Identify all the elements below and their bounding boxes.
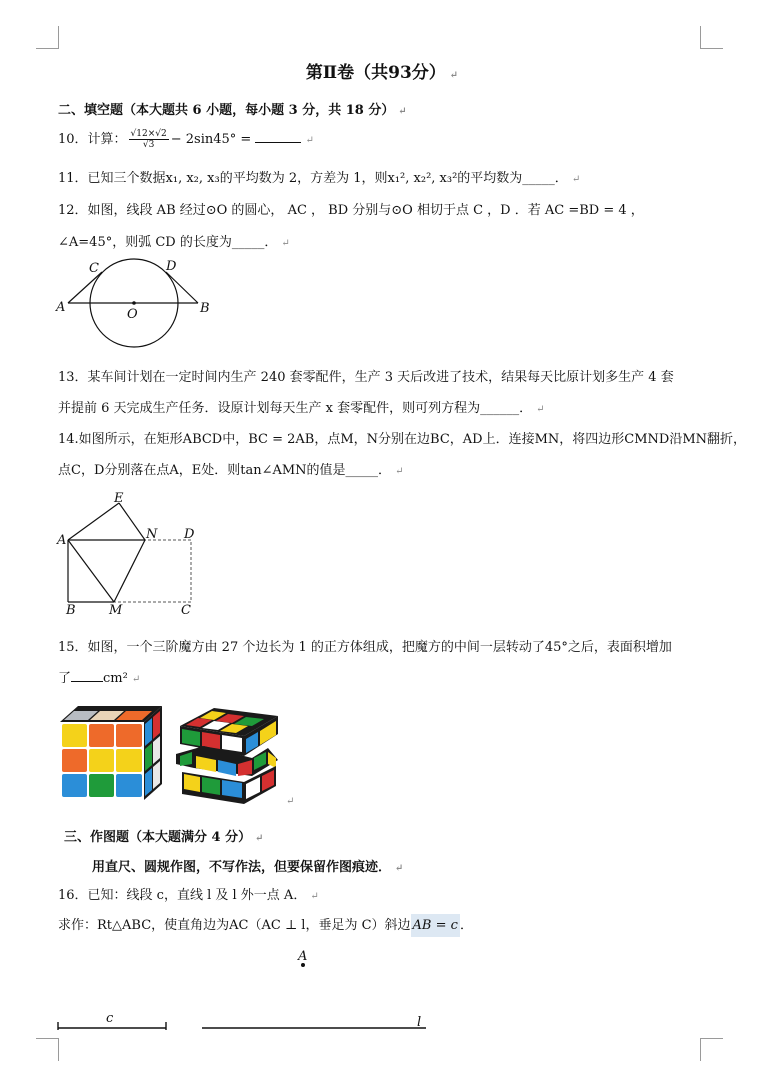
- label-m: M: [109, 603, 123, 618]
- label-c: C: [181, 603, 191, 618]
- question-10: 10．计算： $\frac{√12\times√2}{√3}$ − 2sin45° = ↵: [58, 129, 314, 150]
- segment-ae: [68, 503, 119, 540]
- figure-14-folded-rectangle: [54, 488, 214, 618]
- crop-mark-top-left: [36, 26, 59, 49]
- question-12-line-1: 12．如图，线段 AB 经过⊙O 的圆心， AC ， BD 分别与⊙O 相切于点 C ，D ．若 AC =BD = 4 ，: [58, 203, 644, 218]
- section-3-heading: 三、作图题（本大题满分 4 分） ↵: [64, 830, 264, 845]
- label-c: c: [106, 1011, 114, 1026]
- crop-mark-bottom-left: [36, 1038, 59, 1061]
- label-a: A: [298, 949, 308, 964]
- label-b: B: [66, 603, 76, 618]
- rubiks-cube-image: [56, 700, 166, 804]
- section-2-heading: 二、填空题（本大题共 6 小题，每小题 3 分，共 18 分） ↵: [58, 103, 407, 118]
- tangent-bd: [166, 272, 198, 303]
- label-b: B: [200, 301, 210, 316]
- fraction: $\frac{√12\times√2}{√3}$: [130, 129, 167, 150]
- question-13-line-2: 并提前 6 天完成生产任务．设原计划每天生产 x 套零配件，则可列方程为______． ↵: [58, 401, 545, 416]
- answer-blank: [71, 669, 103, 682]
- question-15-line-2: 了 cm² ↵: [58, 671, 141, 686]
- label-e: E: [114, 491, 124, 506]
- tangent-ac: [68, 272, 102, 303]
- segment-nm: [114, 540, 145, 602]
- section-3-instruction: 用直尺、圆规作图，不写作法，但要保留作图痕迹． ↵: [92, 860, 404, 875]
- segment-am: [68, 540, 114, 602]
- question-12-line-2: ∠A=45°，则弧 CD 的长度为_____． ↵: [58, 235, 290, 250]
- paper-title: 第Ⅱ卷（共93分） ↵: [305, 63, 459, 83]
- segment-en: [119, 503, 145, 540]
- label-c: C: [89, 261, 99, 276]
- question-11: 11．已知三个数据x₁, x₂, x₃的平均数为 2，方差为 1，则x₁², x₂², x₃²的平均数为_____． ↵: [58, 171, 581, 186]
- figure-12-circle-tangents: [54, 256, 224, 351]
- figure-16-construction: [50, 942, 450, 1034]
- question-15-line-1: 15．如图，一个三阶魔方由 27 个边长为 1 的正方体组成，把魔方的中间一层转动了45°之后，表面积增加: [58, 640, 672, 655]
- paragraph-mark: ↵: [286, 796, 295, 807]
- question-14-line-1: 14.如图所示，在矩形ABCD中，BC = 2AB，点M，N分别在边BC，AD上．连接MN，将四边形CMND沿MN翻折，: [58, 432, 747, 447]
- question-16-line-1: 16．已知：线段 c，直线 l 及 l 外一点 A． ↵: [58, 888, 319, 903]
- question-13-line-1: 13．某车间计划在一定时间内生产 240 套零配件，生产 3 天后改进了技术，结果每天比原计划多生产 4 套: [58, 370, 674, 385]
- crop-mark-top-right: [700, 26, 723, 49]
- highlighted-formula: AB = c: [411, 914, 460, 937]
- label-d: D: [166, 259, 177, 274]
- label-l: l: [417, 1015, 422, 1030]
- label-n: N: [146, 527, 158, 542]
- question-14-line-2: 点C，D分别落在点A，E处．则tan∠AMN的值是_____． ↵: [58, 463, 404, 478]
- rotated-rubiks-cube-image: [174, 702, 282, 806]
- label-a: A: [57, 533, 67, 548]
- label-o: O: [127, 307, 138, 322]
- answer-blank: [255, 130, 301, 143]
- label-a: A: [56, 300, 66, 315]
- question-16-line-2: 求作：Rt△ABC，使直角边为AC（AC ⊥ l，垂足为 C）斜边 AB = c ．: [58, 914, 473, 933]
- crop-mark-bottom-right: [700, 1038, 723, 1061]
- label-d: D: [184, 527, 195, 542]
- center-dot: [132, 301, 136, 305]
